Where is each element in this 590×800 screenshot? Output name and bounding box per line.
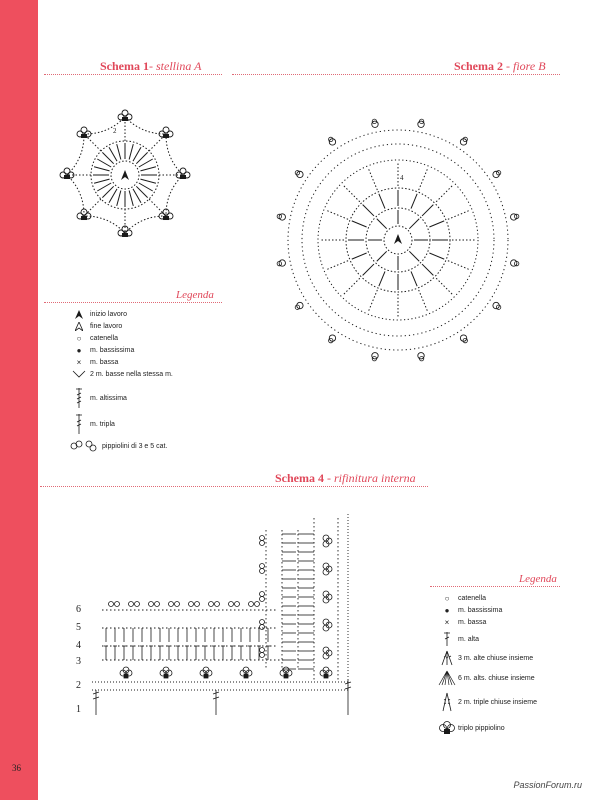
legend2-item: triplo pippiolino xyxy=(436,720,505,736)
picot-icon xyxy=(372,353,378,361)
picot-icon xyxy=(329,335,336,343)
legend2-item: 6 m. alts. chiuse insieme xyxy=(436,670,535,686)
picot-icon xyxy=(329,137,336,145)
double-icon xyxy=(436,632,458,646)
schema1-rule xyxy=(44,74,222,75)
schema1-sep: - xyxy=(149,59,156,73)
legend1-item: m. altissima xyxy=(68,388,127,408)
picot-icon xyxy=(68,440,98,452)
legend2-item: × m. bassa xyxy=(436,618,486,627)
treble-icon xyxy=(68,388,90,408)
legend2-item: ○ catenella xyxy=(436,594,486,603)
row-number: 6 xyxy=(76,604,81,615)
picot-icon xyxy=(159,209,173,220)
picot-icon xyxy=(176,168,190,179)
legend2-item: 3 m. alte chiuse insieme xyxy=(436,650,533,666)
schema2-marker: 4 xyxy=(400,174,404,182)
picot-icon xyxy=(189,602,200,607)
picot-icon xyxy=(209,602,220,607)
cross-icon: × xyxy=(76,358,82,367)
row-number: 5 xyxy=(76,622,81,633)
schema2-rule xyxy=(232,74,560,75)
triple-picot-icon xyxy=(323,647,332,659)
schema2-title xyxy=(454,59,546,74)
end-arrow-icon xyxy=(68,322,90,331)
picot-icon xyxy=(460,335,467,343)
picot-icon xyxy=(249,602,260,607)
schema2-diagram xyxy=(254,94,554,394)
picot-icon xyxy=(260,648,265,658)
schema2-label: Schema 2 xyxy=(454,59,503,73)
legend1-rule xyxy=(44,302,222,303)
legend2-item: 2 m. triple chiuse insieme xyxy=(436,692,537,712)
legend2-item: m. alta xyxy=(436,632,479,646)
dot-icon: ● xyxy=(444,606,450,615)
picot-icon xyxy=(295,302,303,309)
triple-picot-icon xyxy=(436,720,458,736)
triple-icon xyxy=(68,414,90,434)
legend1-item: × m. bassa xyxy=(68,358,118,367)
picot-icon xyxy=(260,592,265,602)
start-arrow-icon xyxy=(68,310,90,319)
schema4-diagram xyxy=(86,510,382,734)
picot-icon xyxy=(511,214,519,220)
picot-icon xyxy=(277,260,285,266)
picot-icon xyxy=(149,602,160,607)
triple-picot-icon xyxy=(160,667,172,678)
picot-icon xyxy=(493,171,501,178)
picot-icon xyxy=(277,214,285,220)
dot-icon: ● xyxy=(76,346,82,355)
page-side-bar xyxy=(0,0,38,800)
schema4-subtitle: rifinitura interna xyxy=(334,471,416,485)
schema1-subtitle: stellina A xyxy=(156,59,202,73)
schema1-title xyxy=(100,59,201,74)
schema4-rule xyxy=(40,486,428,487)
legend2-item: ● m. bassissima xyxy=(436,606,502,615)
page-number: 36 xyxy=(12,763,21,773)
row-number: 2 xyxy=(76,680,81,691)
legend2-title: Legenda xyxy=(519,573,557,585)
picot-icon xyxy=(372,119,378,127)
cluster2-icon xyxy=(436,692,458,712)
triple-picot-icon xyxy=(200,667,212,678)
picot-icon xyxy=(118,110,132,121)
picot-icon xyxy=(460,137,467,145)
schema2-subtitle: fiore B xyxy=(513,59,546,73)
schema4-title xyxy=(275,471,416,486)
legend1-item: m. tripla xyxy=(68,414,115,434)
picot-icon xyxy=(77,127,91,138)
row-number: 1 xyxy=(76,704,81,715)
legend1-item: ● m. bassissima xyxy=(68,346,134,355)
cross-icon: × xyxy=(444,618,450,627)
schema4-sep: - xyxy=(324,471,334,485)
legend1-item: pippiolini di 3 e 5 cat. xyxy=(68,440,167,452)
cluster3-icon xyxy=(436,650,458,666)
legend1-item: inizio lavoro xyxy=(68,310,127,319)
triple-picot-icon xyxy=(240,667,252,678)
cluster6-icon xyxy=(436,670,458,686)
picot-icon xyxy=(169,602,180,607)
triple-picot-icon xyxy=(120,667,132,678)
picot-icon xyxy=(511,260,519,266)
picot-icon xyxy=(109,602,120,607)
triple-picot-icon xyxy=(323,563,332,575)
start-arrow-icon xyxy=(394,234,402,244)
triple-picot-icon xyxy=(320,667,332,678)
triple-picot-icon xyxy=(323,535,332,547)
schema1-diagram xyxy=(50,100,200,250)
picot-icon xyxy=(260,564,265,574)
chain-circle-icon: ○ xyxy=(76,334,82,343)
start-arrow-icon xyxy=(121,170,129,180)
watermark: PassionForum.ru xyxy=(513,780,582,790)
picot-icon xyxy=(159,127,173,138)
chain-circle-icon: ○ xyxy=(444,594,450,603)
legend2-rule xyxy=(430,586,560,587)
triple-picot-icon xyxy=(323,591,332,603)
picot-icon xyxy=(129,602,140,607)
schema2-sep: - xyxy=(503,59,513,73)
schema1-label: Schema 1 xyxy=(100,59,149,73)
picot-icon xyxy=(295,171,303,178)
picot-icon xyxy=(418,353,424,361)
schema1-marker: 2 xyxy=(113,127,117,135)
legend1-item: fine lavoro xyxy=(68,322,122,331)
legend1-item: ○ catenella xyxy=(68,334,118,343)
row-number: 3 xyxy=(76,656,81,667)
legend1-title: Legenda xyxy=(176,289,214,301)
schema4-label: Schema 4 xyxy=(275,471,324,485)
picot-icon xyxy=(493,302,501,309)
triple-picot-icon xyxy=(323,619,332,631)
picot-icon xyxy=(260,536,265,546)
picot-icon xyxy=(418,119,424,127)
picot-icon xyxy=(229,602,240,607)
v-icon xyxy=(68,370,90,378)
row-number: 4 xyxy=(76,640,81,651)
legend1-item: 2 m. basse nella stessa m. xyxy=(68,370,173,378)
